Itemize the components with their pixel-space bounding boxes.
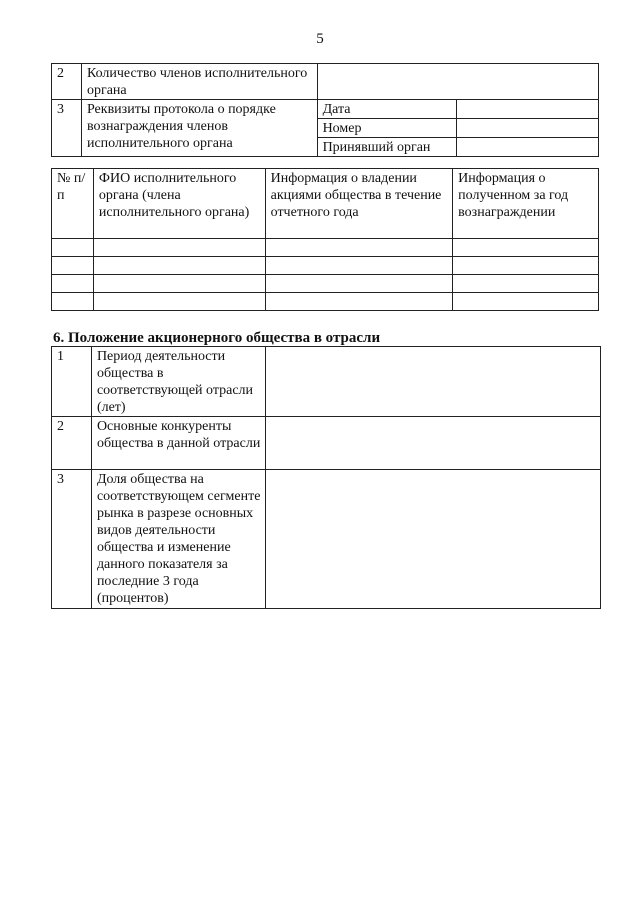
empty-cell xyxy=(453,257,599,275)
value-cell xyxy=(265,347,600,417)
row-number: 2 xyxy=(52,64,82,100)
table-row xyxy=(52,257,599,275)
row-label: Период деятельности общества в соответствующей отрасли (лет) xyxy=(91,347,265,417)
table-row xyxy=(52,239,599,257)
empty-cell xyxy=(453,293,599,311)
empty-cell xyxy=(453,239,599,257)
table-row xyxy=(52,100,599,119)
empty-cell xyxy=(93,293,265,311)
page-number: 5 xyxy=(316,31,324,47)
empty-cell xyxy=(265,257,453,275)
section-title: 6. Положение акционерного общества в отрасли xyxy=(53,330,381,346)
table-row xyxy=(52,470,601,609)
executive-body-table xyxy=(51,63,599,157)
row-label: Реквизиты протокола о порядке вознаграждения членов исполнительного органа xyxy=(81,100,317,157)
empty-cell xyxy=(52,257,94,275)
value-cell xyxy=(457,100,599,119)
row-label: Основные конкуренты общества в данной отрасли xyxy=(91,417,265,470)
row-number: 2 xyxy=(52,417,92,470)
empty-cell xyxy=(52,293,94,311)
table-row xyxy=(52,64,599,100)
table-header-row xyxy=(52,169,599,239)
value-cell xyxy=(265,470,600,609)
empty-cell xyxy=(93,257,265,275)
empty-cell xyxy=(93,239,265,257)
value-cell xyxy=(457,119,599,138)
column-header: Информация о владении акциями общества в течение отчетного года xyxy=(265,169,453,239)
industry-position-table xyxy=(51,346,601,609)
table-row xyxy=(52,275,599,293)
column-header: Информация о полученном за год вознаграждении xyxy=(453,169,599,239)
sub-label-date: Дата xyxy=(317,100,457,119)
row-label: Доля общества на соответствующем сегменте рынка в разрезе основных видов деятельности общества и изменение данного показателя за последние 3 года (процентов) xyxy=(91,470,265,609)
value-cell xyxy=(265,417,600,470)
row-number: 3 xyxy=(52,100,82,157)
value-cell xyxy=(317,64,598,100)
empty-cell xyxy=(52,239,94,257)
empty-cell xyxy=(93,275,265,293)
row-number: 1 xyxy=(52,347,92,417)
empty-cell xyxy=(265,293,453,311)
members-table xyxy=(51,168,599,311)
column-header: ФИО исполнительного органа (члена исполнительного органа) xyxy=(93,169,265,239)
table-row xyxy=(52,293,599,311)
sub-label-body: Принявший орган xyxy=(317,138,457,157)
empty-cell xyxy=(52,275,94,293)
row-label: Количество членов исполнительного органа xyxy=(81,64,317,100)
table-row xyxy=(52,417,601,470)
empty-cell xyxy=(265,275,453,293)
sub-label-number: Номер xyxy=(317,119,457,138)
value-cell xyxy=(457,138,599,157)
empty-cell xyxy=(265,239,453,257)
empty-cell xyxy=(453,275,599,293)
row-number: 3 xyxy=(52,470,92,609)
column-header: № п/п xyxy=(52,169,94,239)
table-row xyxy=(52,347,601,417)
